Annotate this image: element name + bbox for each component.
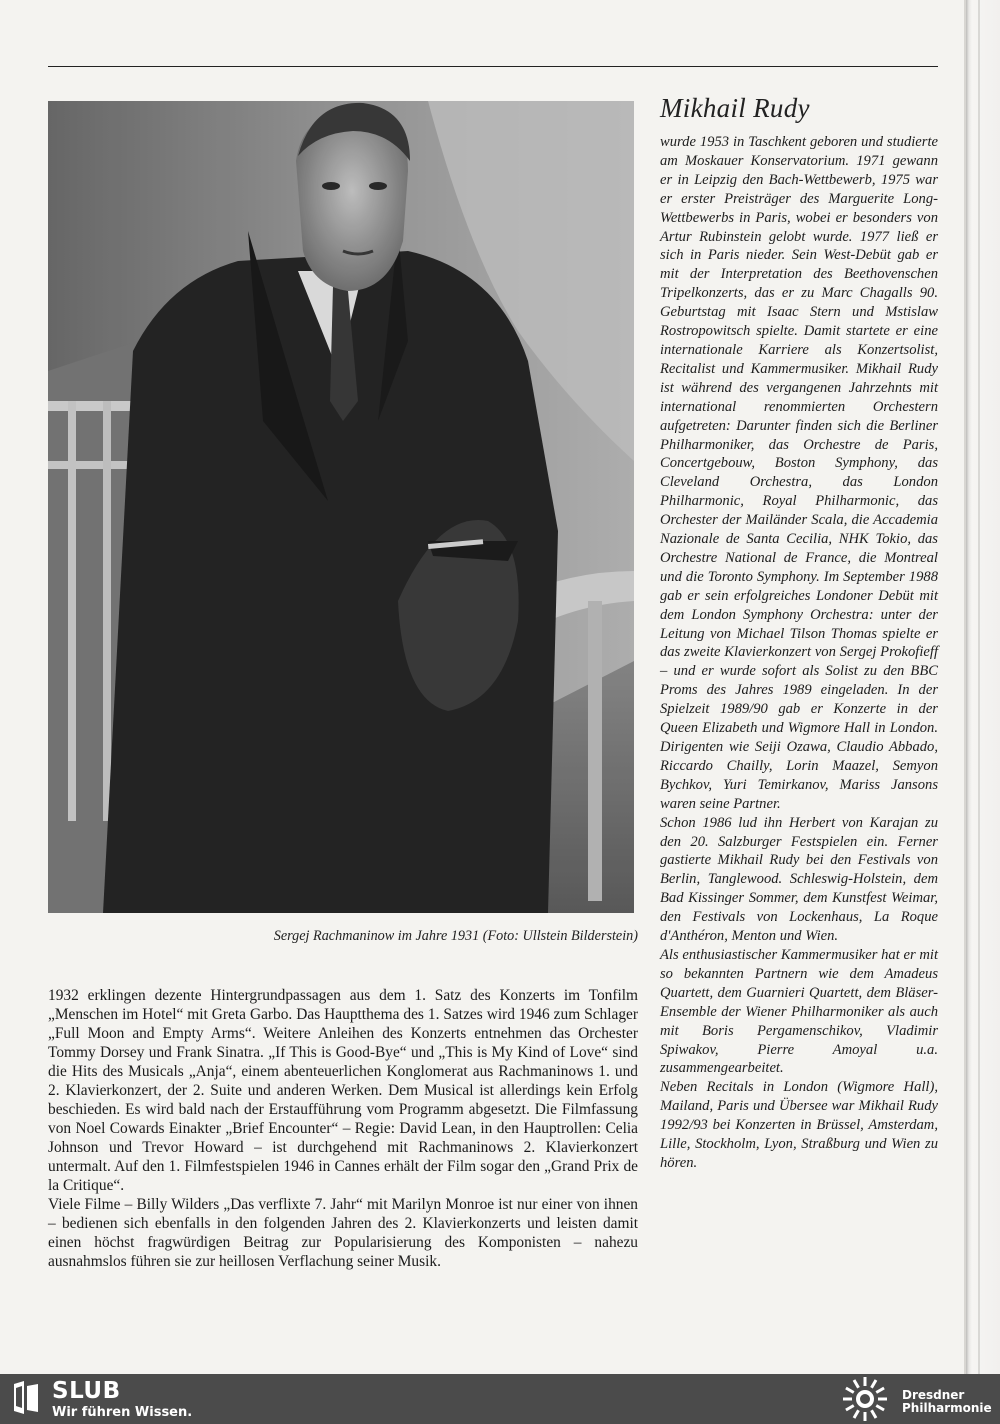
slub-tagline: Wir führen Wissen. <box>52 1405 193 1420</box>
section-heading: Mikhail Rudy <box>660 93 810 123</box>
dp-line-2: Philharmonie <box>902 1401 992 1415</box>
bio-paragraph-2: Schon 1986 lud ihn Herbert von Karajan zu den 20. Salzburger Festspielen ein. Ferner gastierte Mikhail Rudy bei den Festivals von Berlin, Tanglewood. Schleswig-Holstein, dem Bad Kissinger Sommer, dem Kunstfest Weimar, den Festivals von Lockenhaus, La Roque d'Anthéron, Menton und Wien. <box>660 814 938 945</box>
footer-bar <box>0 1374 1000 1424</box>
left-paragraph-1: 1932 erklingen dezente Hintergrundpassagen aus dem 1. Satz des Konzerts im Tonfilm „Menschen im Hotel“ mit Greta Garbo. Das Hauptthema des 1. Satzes wird 1946 zum Schlager „Full Moon and Empty Arms“. Weitere Anleihen des Konzerts entnehmen das Orchester Tommy Dorsey und Frank Sinatra. „If This is Good-Bye“ und „This is My Kind of Love“ sind die Hits des Musicals „Anja“, einem abenteuerlichen Konglomerat aus Rachmaninows 1. und 2. Klavierkonzert, der 2. Suite und anderen Werken. Dem Musical ist allerdings kein Erfolg beschieden. Es wird bald nach der Erstaufführung vom Programm abgesetzt. Die Filmfassung von Noel Cowards Einakter „Brief Encounter“ – Regie: David Lean, in den Hauptrollen: Celia Johnson und Trevor Howard – ist durchgehend mit Rachmaninows 2. Klavierkonzert untermalt. Auf den 1. Filmfestspielen 1946 in Cannes erhält der Film sogar den „Grand Prix de la Critique“. <box>48 987 638 1194</box>
left-paragraph-2: Viele Filme – Billy Wilders „Das verflixte 7. Jahr“ mit Marilyn Monroe ist nur einer von ihnen – bedienen sich ebenfalls in den folgenden Jahren des 2. Klavierkonzerts und leisten damit einen höchst fragwürdigen Beitrag zur Popularisierung des Komponisten – nahezu ausnahmslos führen sie zur heillosen Verflachung seiner Musik. <box>48 1196 638 1270</box>
photo-caption: Sergej Rachmaninow im Jahre 1931 (Foto: Ullstein Bilderstein) <box>273 928 638 944</box>
dp-line-1: Dresdner <box>902 1388 965 1402</box>
biography-text <box>660 133 938 1173</box>
top-rule <box>48 66 938 67</box>
dresdner-philharmonie-logo-icon <box>839 1375 891 1423</box>
portrait-photo <box>48 101 634 913</box>
bio-paragraph-4: Neben Recitals in London (Wigmore Hall), Mailand, Paris und Übersee war Mikhail Rudy 1992/93 bei Konzerten in Brüssel, Amsterdam, Lille, Stockholm, Lyon, Straßburg und Wien zu hören. <box>660 1079 938 1171</box>
dresdner-philharmonie-name <box>902 1389 992 1415</box>
bio-paragraph-1: wurde 1953 in Taschkent geboren und studierte am Moskauer Konservatorium. 1971 gewann er in Leipzig den Bach-Wettbewerb, 1975 war er erster Preisträger des Marguerite Long-Wettbewerbs in Paris, wobei er besonders von Artur Rubinstein gelobt wurde. 1977 ließ er sich in Paris nieder. Sein West-Debüt gab er mit der Interpretation des Beethovenschen Tripelkonzerts, das er zu Marc Chagalls 90. Geburtstag mit Isaac Stern und Mstislaw Rostropowitsch spielte. Damit startete er eine internationale Karriere als Konzertsolist, Recitalist und Kammermusiker. Mikhail Rudy ist während des vergangenen Jahrzehnts mit international renommierten Orchestern aufgetreten: Darunter finden sich die Berliner Philharmoniker, das Orchestre de Paris, Concertgebouw, Boston Symphony, das Cleveland Orchestra, das London Philharmonic, Royal Philharmonic, das Orchester der Mailänder Scala, die Accademia Nazionale de Santa Cecilia, NHK Tokio, das Orchestre National de France, die Montreal und die Toronto Symphony. Im September 1988 gab er sein erfolgreiches Londoner Debüt mit dem London Symphony Orchestra: unter der Leitung von Michael Tilson Thomas spielte er das zweite Klavierkonzert von Sergej Prokofieff – und er wurde sofort als Solist zu den BBC Proms des Jahres 1989 eingeladen. In der Spielzeit 1989/90 gab er Konzerte in der Queen Elizabeth und Wigmore Hall in London. Dirigenten wie Seiji Ozawa, Claudio Abbado, Riccardo Chailly, Lorin Maazel, Semyon Bychkov, Yuri Temirkanov, Mariss Jansons waren seine Partner. <box>660 134 938 812</box>
slub-logo-icon <box>12 1380 40 1416</box>
bio-paragraph-3: Als enthusiastischer Kammermusiker hat er mit so bekannten Partnern wie dem Amadeus Quartett, dem Guarnieri Quartett, dem Bläser-Ensemble der Wiener Philharmoniker als auch mit Boris Pergamenschikov, Vladimir Spiwakov, Pierre Amoyal u.a. zusammengearbeitet. <box>660 946 938 1077</box>
slub-name: SLUB <box>52 1378 121 1404</box>
left-article-text <box>48 986 638 1271</box>
page-edge <box>966 0 1000 1374</box>
